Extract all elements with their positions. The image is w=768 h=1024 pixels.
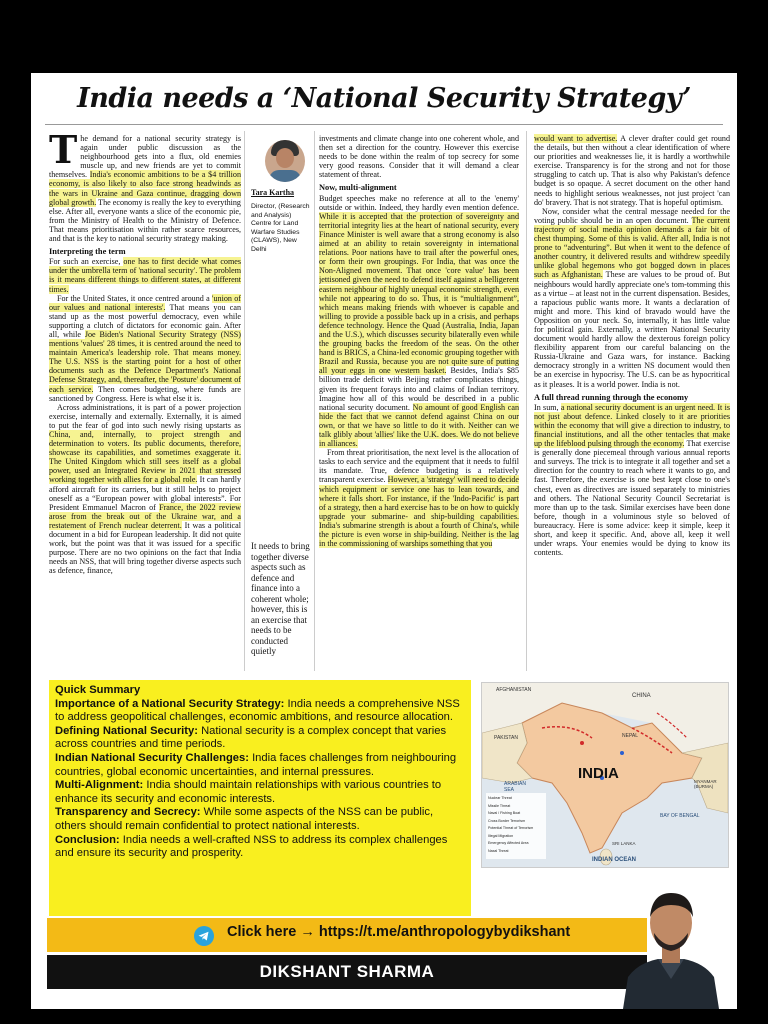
paragraph: From threat prioritisation, the next level is the allocation of tasks to each service and the equipment that it needs to fulfil its mandate. True, defence budgeting is a relatively transparent exercise. However, a 'strategy' will need to decide which equipment or service one has to lean towards, and where it falls short. For instance, if the 'Indo-Pacific' is part of a strategy, then a hard exercise has to be on how to quickly upgrade your submarine- and ship-building capabilities. India's submarine strength is about a fourth of China's, while the picture is even worse in ship-building. Neither is the lag in the commissioning of warships something that you [319, 448, 519, 549]
author-photo [265, 140, 305, 182]
map-label-afghanistan: AFGHANISTAN [496, 687, 532, 693]
highlighted-text: China, and, internally, to project strength and determination to voters. Its public documents, therefore, showcase its capabilities, and sometimes exaggerate it. [49, 430, 241, 458]
presenter-photo [618, 877, 724, 1009]
summary-title: Quick Summary [55, 684, 141, 696]
map-label-china: CHINA [632, 693, 651, 699]
india-threat-map [481, 682, 729, 868]
highlighted-text: Joe Biden's National Security Strategy (NSS) mentions 'values' 28 times, it is centred around the need to maintain America's leadership role. That means money. The U.S. NSS is the starting point for a host of other documents such as the Defence Department's National Defense Strategy, and, thereafter, the 'Posture' document of each service. [49, 329, 241, 394]
legend-item: Nuclear Threat [488, 796, 512, 800]
article-column-3 [319, 134, 519, 674]
legend-item: Potential Threat of Terrorism [488, 826, 534, 830]
newspaper-page [31, 31, 737, 1009]
map-label-pakistan: PAKISTAN [494, 735, 518, 741]
legend-item: Missile Threat [488, 803, 511, 808]
section-heading: Now, multi-alignment [319, 183, 397, 193]
author-role: Director, (Research and Analysis) Centre for Land Warfare Studies (CLAWS), New Delhi [251, 203, 310, 253]
column-divider [244, 131, 245, 671]
highlighted-text: one has to first decide what comes under the umbrella term of 'national security'. The problem is it means different things to different states, at different times. [49, 257, 241, 294]
highlighted-text: would want to advertise. [534, 134, 618, 143]
paragraph: For the United States, it once centred around a 'union of our values and national interests'. That means you can stand up as the most powerful democracy, even while supporting a clutch of dictators for economic gain. After all, while Joe Biden's National Security Strategy (NSS) mentions 'values' 28 times, it is centred around the need to maintain America's leadership role. That means money. The U.S. NSS is the starting point for a host of other documents such as the Defence Department's National Defense Strategy, and, thereafter, the 'Posture' document of each service. Then comes budgeting, where funds are sanctioned by Congress. Here is what else it is. [49, 293, 241, 403]
map-label-arabian-sea: ARABIAN SEA [504, 781, 526, 793]
map-label-ocean: INDIAN OCEAN [592, 857, 637, 863]
summary-item: Indian National Security Challenges: India faces challenges from neighbouring countries, global economic uncertainties, and internal pressures. [55, 751, 457, 778]
paragraph: The demand for a national security strategy is again under public discussion as the neighbourhood gets into a flux, old enemies muscle up, and new friends are yet to commit themselves. India's economic ambitions to be a $4 trillion economy, is also likely to also face strong headwinds as the wars in Ukraine and Gaza continue, dragging down global growth. The economy is really the key to everything else. After all, everyone wants a slice of the economic pie, from the Ministry of Health to the Ministry of Defence. That means prioritisation within rather scarce resources, and that is the key to national security strategy making. [49, 134, 241, 244]
telegram-link[interactable]: Click here → https://t.me/anthropologybydikshant [227, 924, 571, 940]
headline-divider [45, 124, 723, 125]
paragraph: In sum, a national security document is an urgent need. It is not just about defence. Linked closely to it are priorities within the economy that will give a direction to industry, to financial institutions, and all the other tentacles that make up the lifeblood pulsing through the economy. That exercise is generally done piecemeal through various annual reports and surveys. The trick is to integrate it all together and set a direction for the country to reach where it wants to go, and fast. Therefore, the exercise is one best kept close to one's chest, even as directives are issued separately to ministries and others. The National Security Council Secretariat is more than up to the task. Similar exercises have been done before, though in a voluminous style so beloved of bureaucracy. Here is some advice: keep it simple, keep it short, and keep it specific. And, above all, keep it well under wraps. Your enemies would be dying to know its contents. [534, 402, 730, 558]
pull-quote: It needs to bring together diverse aspects such as defence and finance into a coherent whole; however, this is an exercise that needs to be conducted quietly [251, 541, 310, 656]
highlighted-text: The United Kingdom which still sees itself as a global power, used an Integrated Review in 2021 that stressed working together with allies for a global role. [49, 457, 241, 485]
article-headline: India needs a ‘National Security Strategy’ [77, 83, 691, 114]
top-black-bar [31, 31, 737, 73]
paragraph: would want to advertise. A clever drafter could get round the details, but then without a clear identification of where our priorities and weaknesses lie, it is hardly a worthwhile exercise. Transparency is for the strong and not for those struggling to catch up. That is also why Pakistan's defence budget is so opaque. A secret document on the other hand needs to highlight serious weaknesses, not just project 'can do' bravery. That is not strategy. That is hopeful optimism. [534, 134, 730, 207]
legend-item: Cross Border Terrorism [488, 818, 526, 823]
summary-item: Multi-Alignment: India should maintain relationships with various countries to enhance its security and economic interests. [55, 779, 442, 805]
highlighted-text: No amount of good English can hide the fact that we cannot defend against China on our own, or that we have so little to do it with. Neither can we talk glibly about 'allies' like the U.K. does. We do not believe in alliances. [319, 402, 519, 449]
drop-cap: T [49, 134, 78, 172]
map-label-srilanka: SRI LANKA [612, 841, 636, 846]
author-brand-name: DIKSHANT SHARMA [259, 962, 435, 981]
highlighted-text: While it is accepted that the protection of sovereignty and territorial integrity lies at the heart of national security, every Finance Minister is well aware that a strong economy is also aimed at an ability to retain sovereignty in international relations. Poor nations have to trail after the powerful ones, or form their own groupings. For India, that was once the Non-Aligned movement. That once 'core value' has been jettisoned given the need to defend itself against a belligerent eastern neighbour of highly unequal economic strength, even while not appearing to do so. Thus, it is “multialignment”, which means making friends with whoever is capable and willing to provide a possible back up in a crisis, and perhaps defence technology. Hence the Quad (Australia, India, Japan and the U.S.), which discusses security bilaterally even while the grouping backs the freedom of the seas. On the other hand is BRICS, a China-led economic grouping together with Brazil and Russia, because you are not quite sure of putting all your eggs in one western basket. [319, 211, 519, 376]
map-legend [488, 795, 548, 855]
map-label-india: INDIA [578, 765, 619, 782]
paragraph: Across administrations, it is part of a power projection exercise, internally and externally. Externally, it is aimed to put the fear of god into such newly rising upstarts as China, and, internally, to project strength and determination to voters. Its public documents, therefore, showcase its capabilities, and sometimes exaggerate it. The United Kingdom which still sees itself as a global power, used an Integrated Review in 2021 that stressed working together with allies for a global role. It can hardly afford aircraft for its carriers, but it still helps to project oneself as a “European power with global interests”. For President Emmanuel Macron of France, the 2022 review arose from the break out of the Ukraine war, and a restatement of French nuclear deterrent. It was a political document in a bid for European leadership. It did not quite work, but the point was that it was issued for a specific purpose. There are no two opinions on the fact that India needs an NSS, that will bring together diverse aspects such as defence, finance, [49, 402, 241, 576]
map-label-bay: BAY OF BENGAL [660, 813, 700, 819]
summary-item: Importance of a National Security Strategy: India needs a comprehensive NSS to address geopolitical challenges, economic ambitions, and resource allocation. [55, 697, 460, 724]
map-label-nepal: NEPAL [622, 733, 639, 739]
section-heading: A full thread running through the economy [534, 392, 689, 402]
summary-item: Conclusion: India needs a well-crafted NSS to address its complex challenges and ensure its security and prosperity. [55, 833, 448, 860]
highlighted-text: France, the 2022 review arose from the break out of the Ukraine war, and a restatement of French nuclear deterrent. [49, 502, 241, 530]
author-name: Tara Kartha [251, 188, 295, 197]
summary-item: Defining National Security: National security is a complex concept that varies across countries and time periods. [55, 724, 447, 751]
highlighted-text: a national security document is an urgent need. It is not just about defence. Linked closely to it are priorities within the economy that will give a direction to industry, to financial institutions, and all the other tentacles that make up the lifeblood pulsing through the economy. [534, 402, 730, 449]
highlighted-text: The current trajectory of social media opinion demands a fair bit of chest thumping. Some of this is valid. After all, India is not prone to “adventuring”. But when it went to the defence of another country, it delivered results and withdrew speedily unlike global hegemons who got bogged down in places such as Afghanistan. [534, 215, 730, 280]
telegram-icon[interactable] [194, 926, 214, 946]
paragraph: Budget speeches make no reference at all to the 'enemy' outside or within. Indeed, they hardly even mention defence. While it is accepted that the protection of sovereignty and territorial integrity lies at the heart of national security, every Finance Minister is well aware that a strong economy is also aimed at an ability to retain sovereignty in international relations. Poor nations have to trail after the powerful ones, or form their own groupings. For India, that was once the Non-Aligned movement. That once 'core value' has been jettisoned given the need to defend itself against a belligerent eastern neighbour of highly unequal economic strength, even while not appearing to do so. Thus, it is “multialignment”, which means making friends with whoever is capable and willing to provide a possible back up in a crisis, and perhaps defence technology. Hence the Quad (Australia, India, Japan and the U.S.), which discusses security bilaterally even while the grouping backs the freedom of the seas. On the other hand is BRICS, a China-led economic grouping together with Brazil and Russia, because you are not quite sure of putting all your eggs in one western basket. Besides, India's $85 billion trade deficit with Beijing rather complicates things, given its frequent forays into and claims of Indian territory. Imagine how all of this would be described in a public national security document. No amount of good English can hide the fact that we cannot defend against China on our own, or that we have so little to do it with. Neither can we talk glibly about 'allies' like the U.K. does. We do not believe in alliances. [319, 193, 519, 449]
section-heading: Interpreting the term [49, 247, 126, 257]
article-column-1 [49, 134, 241, 674]
map-label-myanmar: MYANMAR (BURMA) [694, 779, 717, 789]
summary-item: Transparency and Secrecy: While some aspects of the NSS can be public, others should remain confidential to protect national interests. [55, 806, 434, 832]
legend-item: Illegal Migration [488, 833, 514, 838]
article-column-4 [534, 134, 730, 674]
legend-item: Emergency Affected Area [488, 841, 529, 845]
quick-summary-box [49, 680, 471, 916]
highlighted-text: However, a 'strategy' will need to decide which equipment or service one has to lean towards, and where it falls short. For instance, if the 'Indo-Pacific' is part of a strategy, then a hard exercise has to be on how to quickly upgrade your submarine- and ship-building capabilities. India's submarine strength is about a fourth of China's, while the picture is even worse in ship-building. Neither is the lag in the commissioning of warships something that you [319, 475, 519, 549]
column-divider [526, 131, 527, 671]
paragraph: For such an exercise, one has to first decide what comes under the umbrella term of 'national security'. The problem is it means different things to different states, at different times. [49, 257, 241, 294]
paragraph: investments and climate change into one coherent whole, and then set a direction for the country. However this exercise needs to be done within the realm of top secrecy for some very good reasons. Consider that it will demand a clear statement of threat. [319, 134, 519, 180]
legend-item: Naxal Threat [488, 848, 509, 853]
highlighted-text: 'union of our values and national interests'. [49, 293, 241, 312]
highlighted-text: India's economic ambitions to be a $4 trillion economy, is also likely to also face strong headwinds as the wars in Ukraine and Gaza continue, dragging down global growth. [49, 170, 241, 207]
paragraph: Now, consider what the central message needed for the voting public should be in an open document. The current trajectory of social media opinion demands a fair bit of chest thumping. Some of this is valid. After all, India is not prone to “adventuring”. But when it went to the defence of another country, it delivered results and withdrew speedily unlike global hegemons who got bogged down in places such as Afghanistan. These are values to be proud of. But neighbours would hardly appreciate one's tom-tomming this as a virtue – at least not in the current dispensation. Besides, a rapacious public wants more. It wants a declaration of might and more. This kind of bravado would have the Opposition on your neck. So, internally, it has little value for political gain. Externally, a written National Security document would hardly allow the dexterous foreign policy flexibility apparent from our careful balancing on the Russia-Ukraine and Gaza wars, for instance. Backing democracy strongly in a written NS document would then be an exercise in hypocrisy. The U.S. can be as hypocritical as it pleases. It is a world power. India is not. [534, 206, 730, 389]
legend-item: Naval / Fishing Boat [488, 811, 521, 815]
